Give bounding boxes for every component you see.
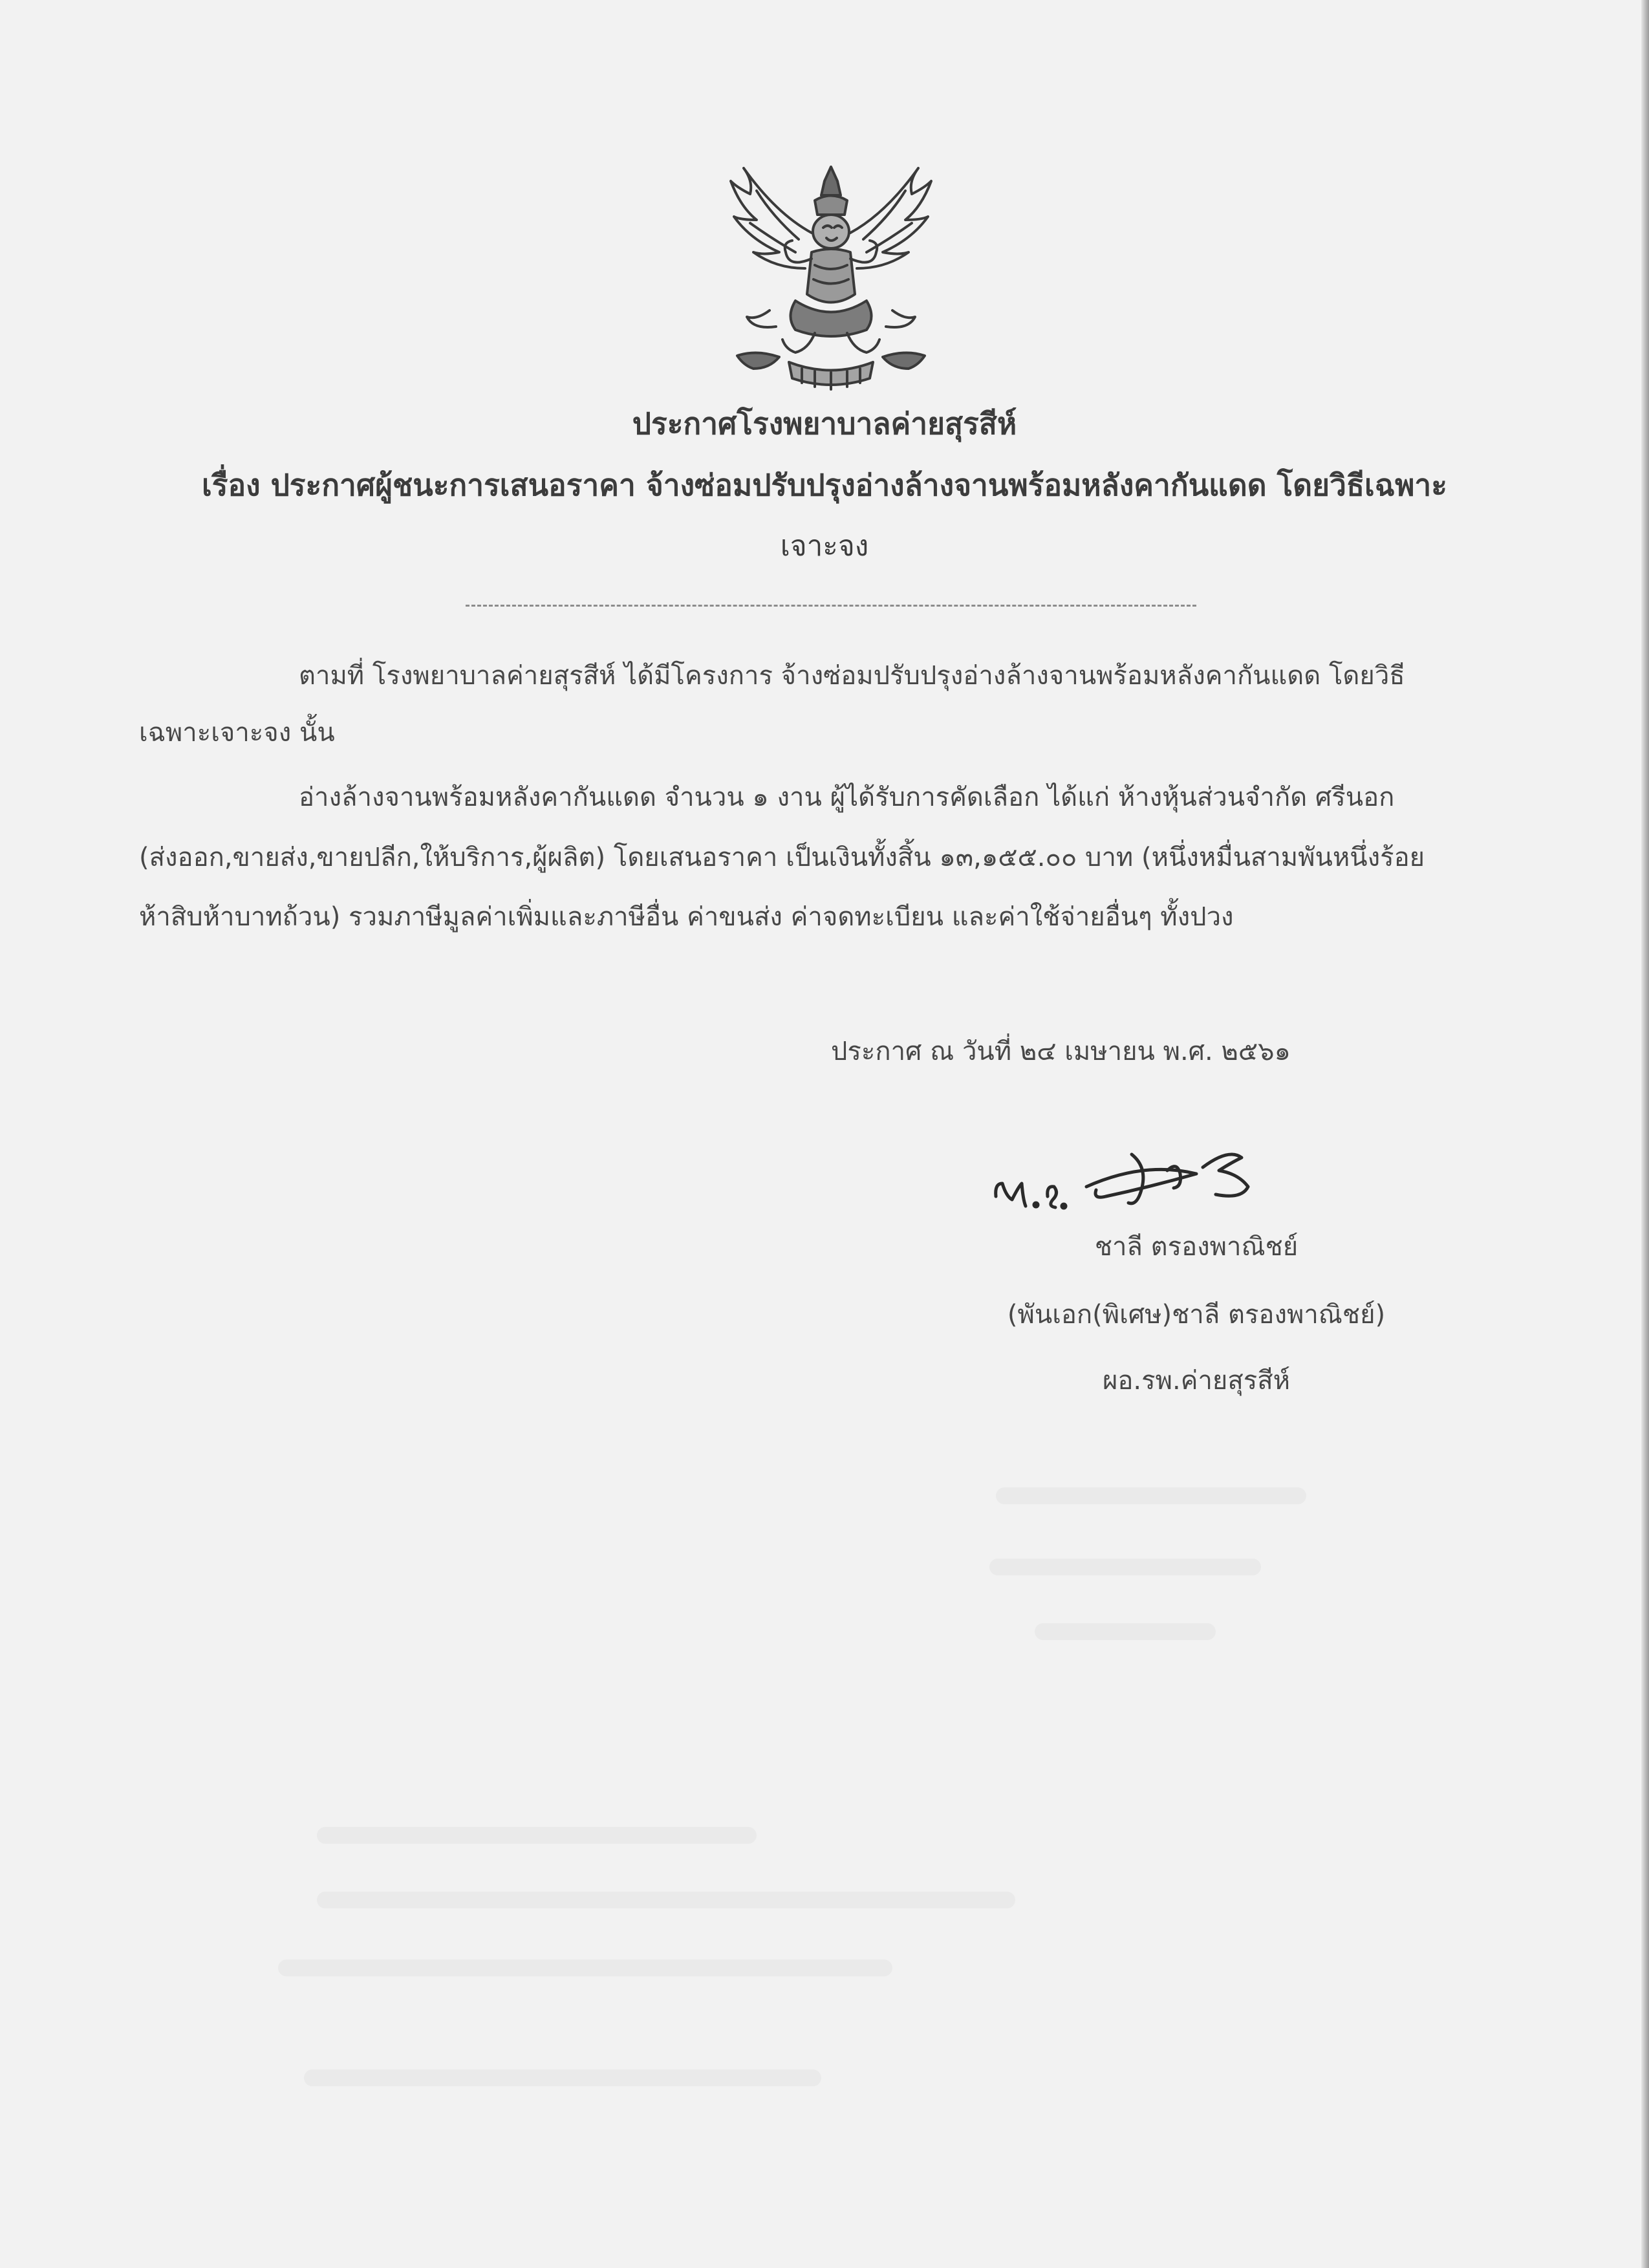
bleed-through-mark [304,2069,821,2086]
paragraph-2-line-2: (ส่งออก,ขายส่ง,ขายปลีก,ให้บริการ,ผู้ผลิต) โดยเสนอราคา เป็นเงินทั้งสิ้น ๑๓,๑๕๕.๐๐ บาท (หนึ่งหมื่นสามพันหนึ่งร้อย [139,843,1425,872]
paragraph-1-line-2: เฉพาะเจาะจง นั้น [139,718,335,748]
bleed-through-mark [1035,1623,1216,1640]
handwritten-signature [983,1135,1319,1232]
bleed-through-mark [996,1487,1306,1504]
paragraph-2-line-3: ห้าสิบห้าบาทถ้วน) รวมภาษีมูลค่าเพิ่มและภาษีอื่น ค่าขนส่ง ค่าจดทะเบียน และค่าใช้จ่ายอื่นๆ ทั้งปวง [139,902,1234,932]
bleed-through-mark [989,1559,1261,1575]
paragraph-2-line-1: อ่างล้างจานพร้อมหลังคากันแดด จำนวน ๑ งาน ผู้ได้รับการคัดเลือก ได้แก่ ห้างหุ้นส่วนจำกัด ศรีนอก [299,783,1395,812]
announcement-subject-continued: เจาะจง [780,530,869,563]
bleed-through-mark [278,1960,892,1976]
garuda-emblem [718,155,944,401]
signer-name: ชาลี ตรองพาณิชย์ [1094,1232,1299,1262]
dashed-divider [466,605,1196,607]
announcement-date: ประกาศ ณ วันที่ ๒๔ เมษายน พ.ศ. ๒๕๖๑ [831,1037,1291,1066]
paragraph-1-line-1: ตามที่ โรงพยาบาลค่ายสุรสีห์ ได้มีโครงการ จ้างซ่อมปรับปรุงอ่างล้างจานพร้อมหลังคากันแดด โดยวิธี [299,661,1405,691]
signer-position: ผอ.รพ.ค่ายสุรสีห์ [1102,1366,1291,1396]
page-edge [1641,0,1649,2268]
signer-full-name: (พันเอก(พิเศษ)ชาลี ตรองพาณิชย์) [1007,1300,1386,1330]
bleed-through-mark [317,1827,757,1844]
bleed-through-mark [317,1892,1015,1908]
announcement-title: ประกาศโรงพยาบาลค่ายสุรสีห์ [632,406,1017,441]
announcement-subject: เรื่อง ประกาศผู้ชนะการเสนอราคา จ้างซ่อมปรับปรุงอ่างล้างจานพร้อมหลังคากันแดด โดยวิธีเฉพาะ [202,468,1447,502]
